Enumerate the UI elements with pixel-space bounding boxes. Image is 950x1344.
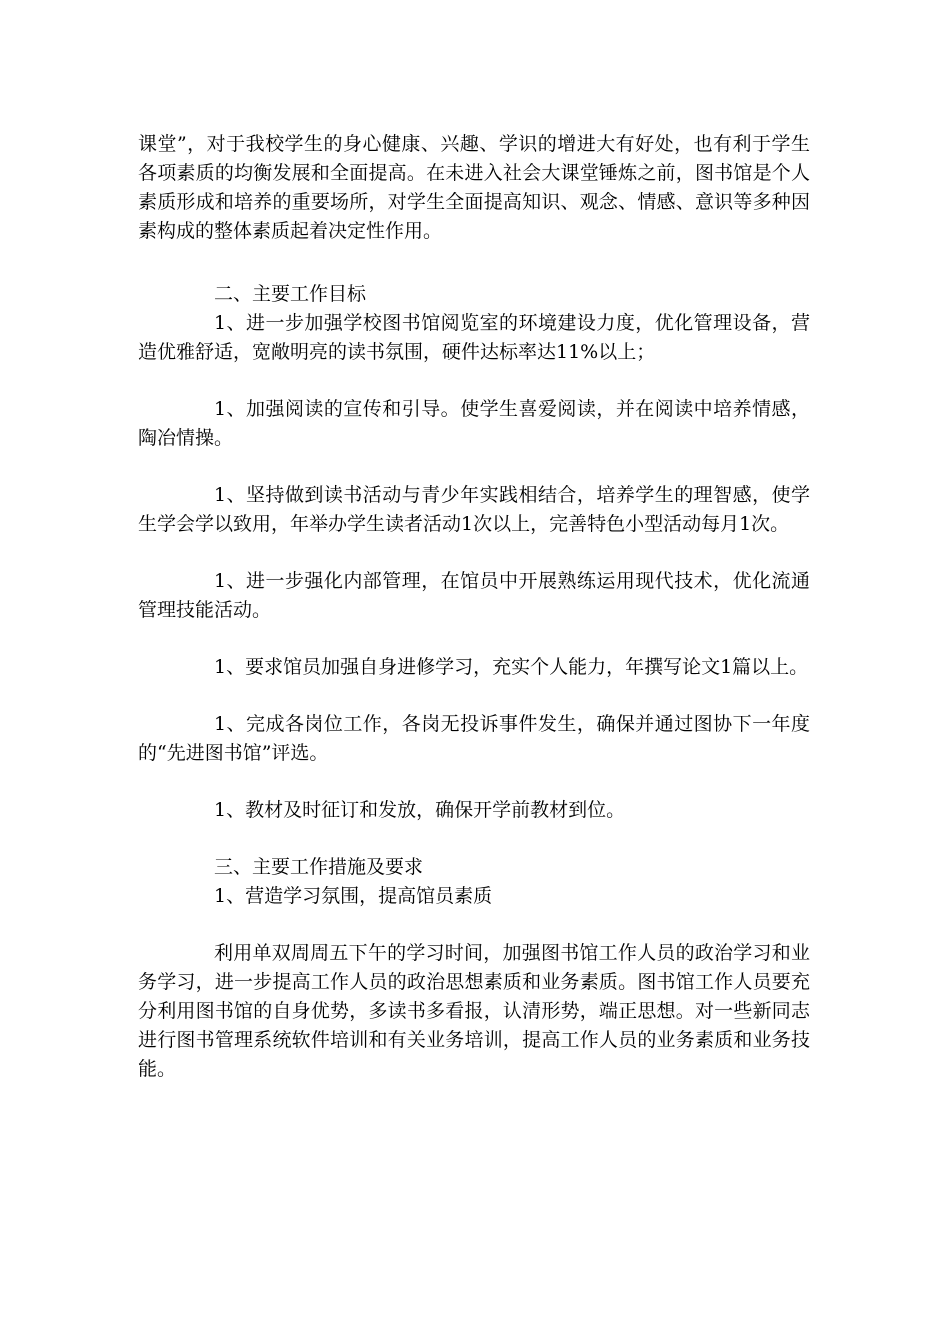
section-heading-measures: 三、主要工作措施及要求 bbox=[214, 856, 424, 878]
paragraph-staff-training: 利用单双周周五下午的学习时间，加强图书馆工作人员的政治学习和业务学习，进一步提高工作人员的政治思想素质和业务素质。图书馆工作人员要充分利用图书馆的自身优势，多读书多看报，认清形势，端正思想。对一些新同志进行图书管理系统软件培训和有关业务培训，提高工作人员的业务素质和业务技能。 bbox=[138, 942, 810, 1080]
paragraph-intro-continuation: 课堂”，对于我校学生的身心健康、兴趣、学识的增进大有好处，也有利于学生各项素质的均衡发展和全面提高。在未进入社会大课堂锤炼之前，图书馆是个人素质形成和培养的重要场所，对学生全面提高知识、观念、情感、意识等多种因素构成的整体素质起着决定性作用。 bbox=[138, 133, 810, 242]
goal-item-environment: 1、进一步加强学校图书馆阅览室的环境建设力度，优化管理设备，营造优雅舒适，宽敞明亮的读书氛围，硬件达标率达11%以上； bbox=[138, 312, 810, 363]
goal-item-internal-management: 1、进一步强化内部管理，在馆员中开展熟练运用现代技术，优化流通管理技能活动。 bbox=[138, 570, 810, 621]
section-heading-main-goals: 二、主要工作目标 bbox=[214, 283, 367, 305]
measure-item-learning-atmosphere: 1、营造学习氛围，提高馆员素质 bbox=[214, 885, 493, 907]
goal-item-textbooks: 1、教材及时征订和发放，确保开学前教材到位。 bbox=[214, 799, 626, 821]
goal-item-staff-study: 1、要求馆员加强自身进修学习，充实个人能力，年撰写论文1篇以上。 bbox=[214, 656, 809, 678]
document-body bbox=[138, 130, 810, 1084]
goal-item-reading-activities: 1、坚持做到读书活动与青少年实践相结合，培养学生的理智感，使学生学会学以致用，年举办学生读者活动1次以上，完善特色小型活动每月1次。 bbox=[138, 484, 810, 535]
goal-item-post-work: 1、完成各岗位工作，各岗无投诉事件发生，确保并通过图协下一年度的“先进图书馆”评选。 bbox=[138, 713, 810, 764]
goal-item-reading-promotion: 1、加强阅读的宣传和引导。使学生喜爱阅读，并在阅读中培养情感，陶冶情操。 bbox=[138, 398, 810, 449]
